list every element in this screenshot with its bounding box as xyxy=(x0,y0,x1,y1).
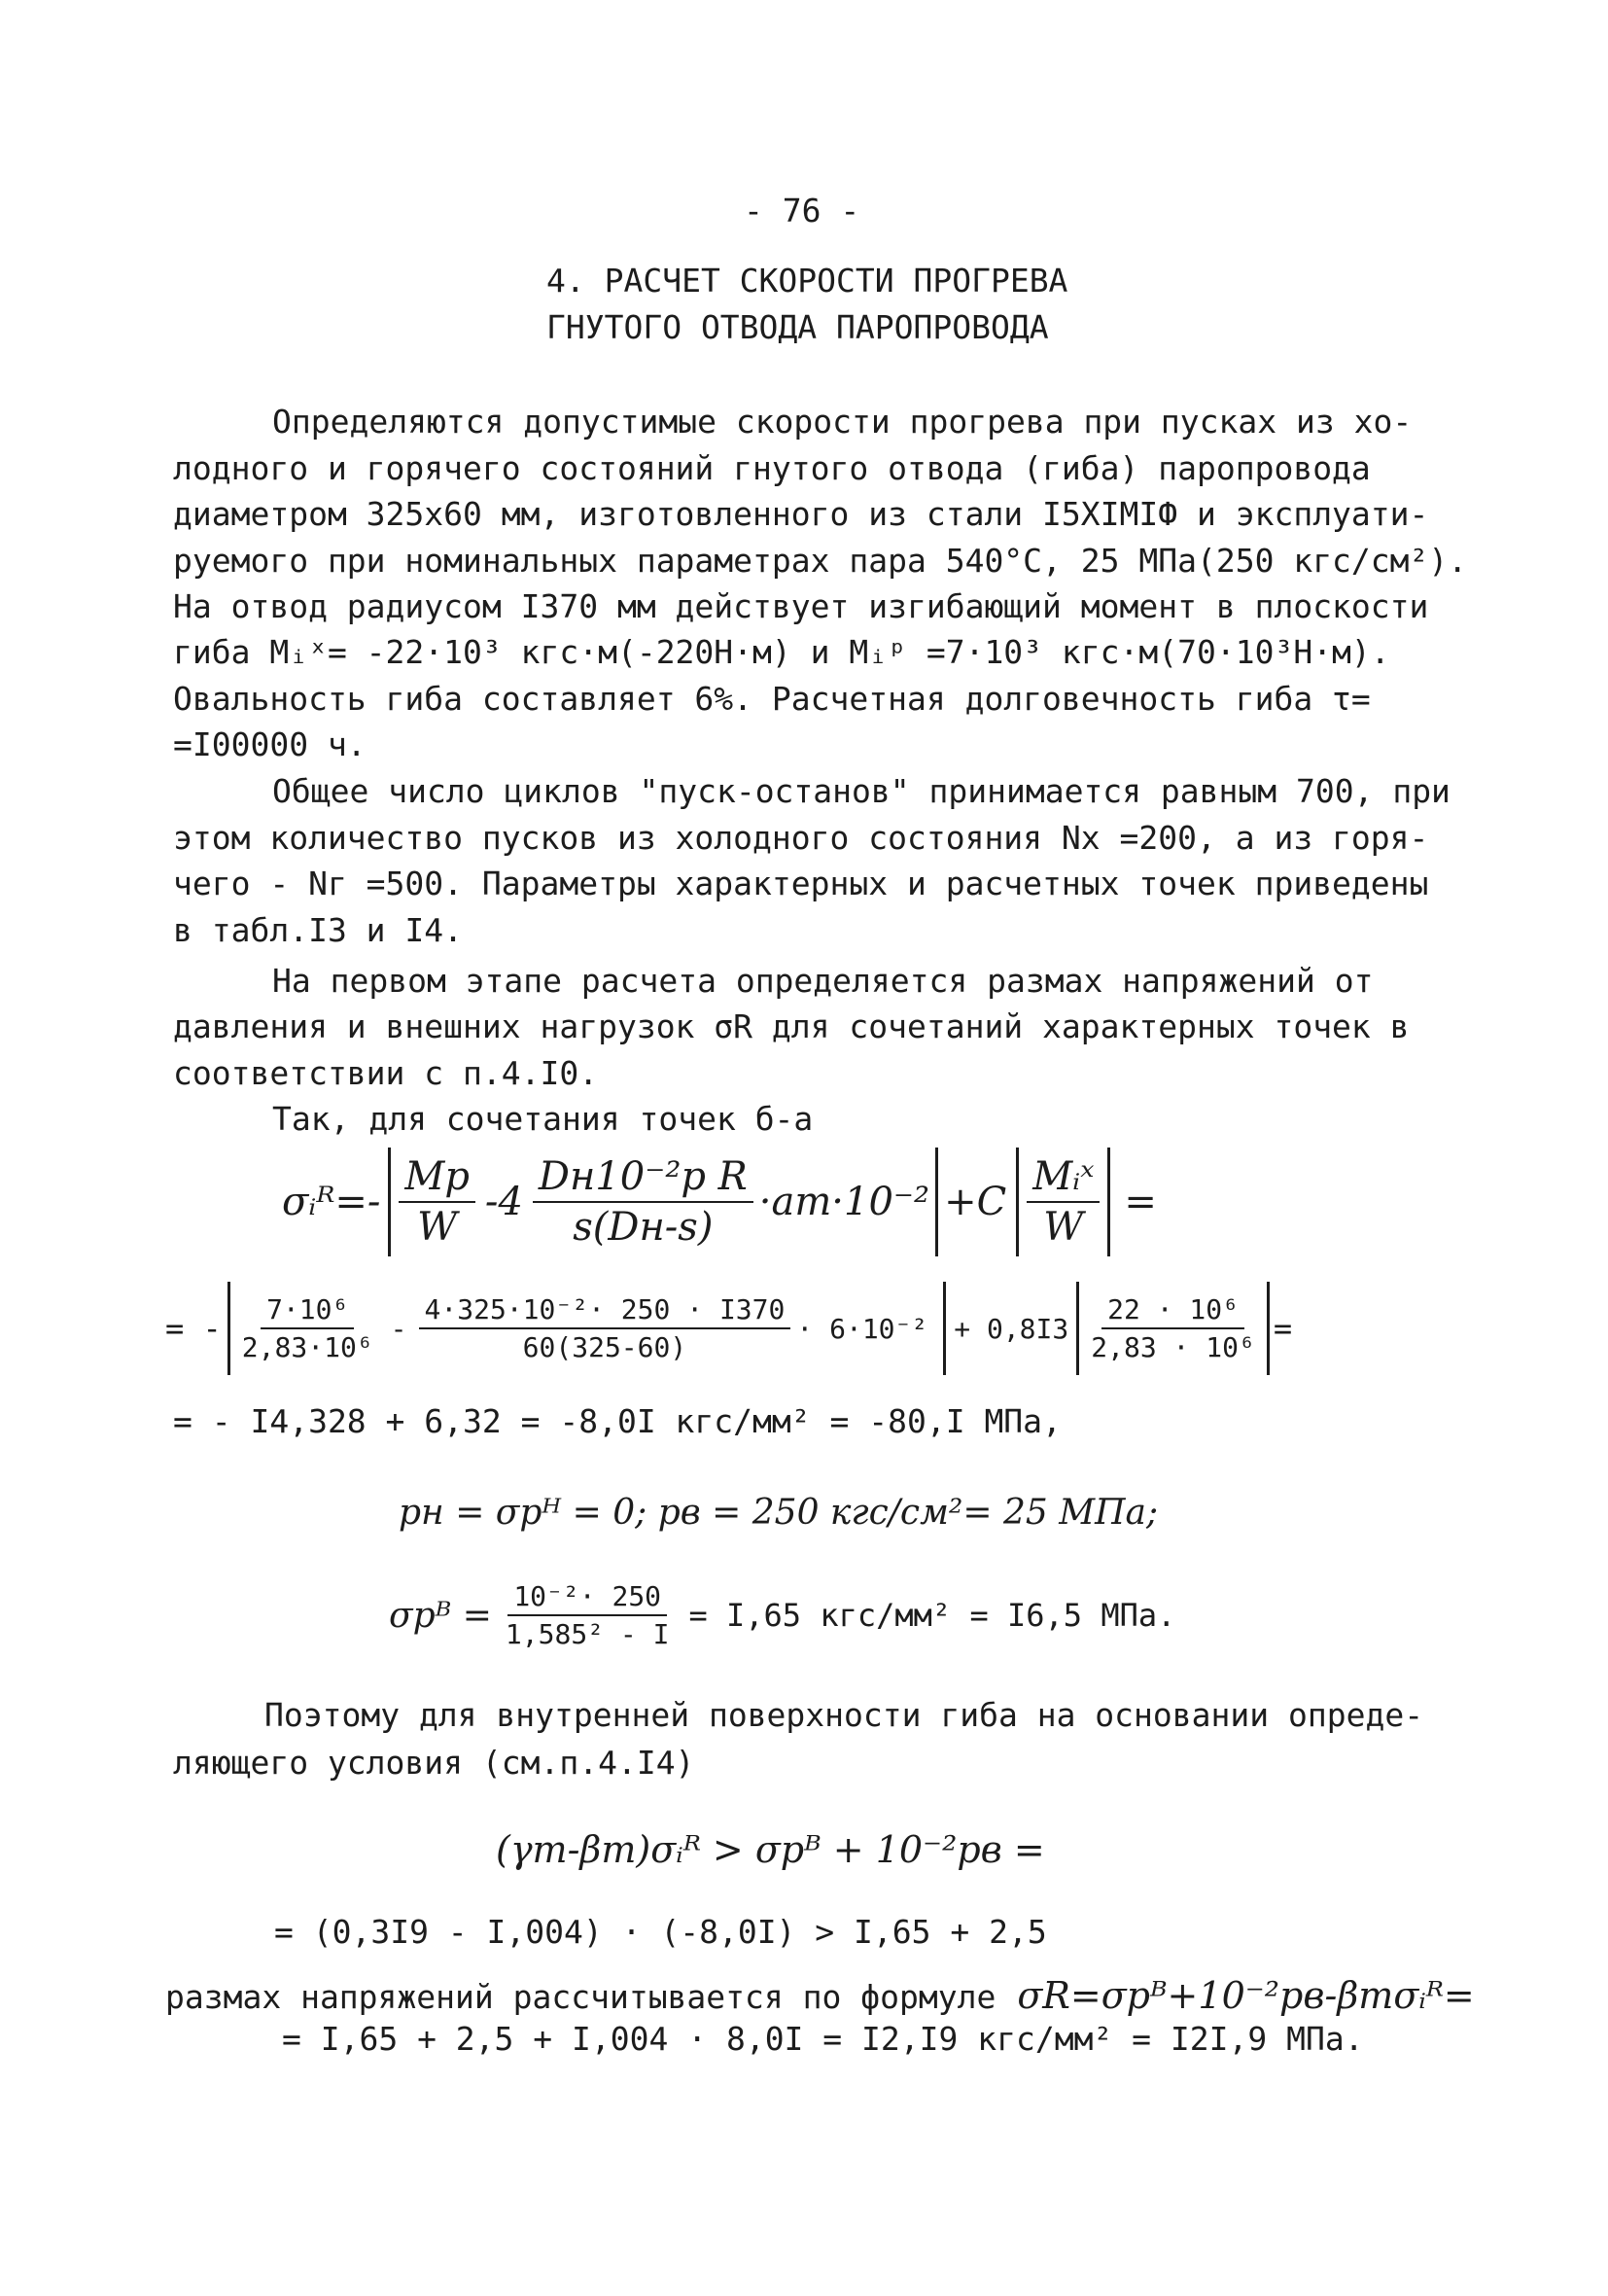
paragraph-6 xyxy=(165,1974,1475,2017)
fraction-mx-w xyxy=(1027,1154,1100,1250)
fraction-denominator: W xyxy=(417,1205,458,1250)
text-line: в табл.I3 и I4. xyxy=(173,911,464,949)
formula-minus-4: -4 xyxy=(484,1180,523,1224)
fraction-mp-w xyxy=(399,1154,475,1250)
page-number: - 76 - xyxy=(744,192,860,230)
fraction-numerator: Mᵢˣ xyxy=(1027,1154,1100,1203)
text-line: На отвод радиусом I370 мм действует изгибающий момент в плоскости xyxy=(173,587,1429,625)
text-line: На первом этапе расчета определяется размах напряжений от xyxy=(272,962,1374,1000)
fraction-pressure xyxy=(419,1293,791,1363)
formula-numeric-substitution xyxy=(165,1282,1292,1375)
formula-lead: = - xyxy=(165,1310,222,1347)
fraction-pressure-term xyxy=(533,1154,753,1250)
condition-values: = (0,3I9 - I,004) · (-8,0I) > I,65 + 2,5 xyxy=(274,1913,1047,1951)
section-heading-line-2: ГНУТОГО ОТВОДА ПАРОПРОВОДА xyxy=(546,308,1049,346)
paragraph-6-formula: σR=σpᴮ+10⁻²pв-βmσᵢᴿ= xyxy=(1017,1974,1475,2017)
result-line-1: = - I4,328 + 6,32 = -8,0I кгс/мм² = -80,I МПа, xyxy=(173,1402,1062,1440)
abs-bar-left-2 xyxy=(1016,1148,1019,1256)
abs-bar-left xyxy=(388,1148,391,1256)
text-line: этом количество пусков из холодного состояния Nx =200, а из горя- xyxy=(173,819,1429,857)
formula-lhs: σᵢᴿ=- xyxy=(282,1180,381,1224)
fraction-numerator: 4·325·10⁻²· 250 · I370 xyxy=(419,1293,791,1329)
fraction-denominator: 2,83·10⁶ xyxy=(241,1331,373,1363)
fraction-denominator: 60(325-60) xyxy=(522,1331,687,1363)
section-heading-line-1: 4. РАСЧЕТ СКОРОСТИ ПРОГРЕВА xyxy=(546,262,1068,300)
condition-formula: (γm-βm)σᵢᴿ > σpᴮ + 10⁻²pв = xyxy=(496,1828,1045,1871)
formula-tail: ·aт·10⁻² xyxy=(758,1180,930,1224)
text-line: чего - Nг =500. Параметры характерных и расчетных точек приведены xyxy=(173,865,1429,902)
fraction-denominator: 1,585² - I xyxy=(505,1618,670,1650)
abs-bar-right-2 xyxy=(1107,1148,1110,1256)
text-line: Поэтому для внутренней поверхности гиба на основании опреде- xyxy=(264,1696,1424,1734)
text-line: давления и внешних нагрузок σR для сочетаний характерных точек в xyxy=(173,1007,1410,1045)
pressure-line: pн = σpᴴ = 0; pв = 250 кгс/см²= 25 МПа; xyxy=(399,1493,1159,1533)
text-line: диаметром 325х60 мм, изготовленного из стали I5XIMIФ и эксплуати- xyxy=(173,495,1429,533)
text-line: руемого при номинальных параметрах пара 540°С, 25 МПа(250 кгс/см²). xyxy=(173,542,1468,580)
text-line: ляющего условия (см.п.4.I4) xyxy=(173,1744,695,1782)
formula-plus-c: +C xyxy=(944,1180,1007,1224)
formula-equals: = xyxy=(1124,1180,1157,1224)
fraction-numerator: 7·10⁶ xyxy=(261,1293,354,1329)
fraction-denominator: s(Dн-s) xyxy=(573,1205,714,1250)
abs-bar-right-2 xyxy=(1267,1282,1270,1375)
text-line: Общее число циклов "пуск-останов" принимается равным 700, при xyxy=(272,772,1451,810)
fraction-numerator: 22 · 10⁶ xyxy=(1101,1293,1244,1329)
text-line: Определяются допустимые скорости прогрева при пусках из хо- xyxy=(272,403,1413,441)
formula-minus: - xyxy=(390,1312,407,1345)
formula-sigma-p xyxy=(389,1580,1175,1650)
formula-equals: = xyxy=(1273,1310,1293,1347)
formula-rhs: = I,65 кгс/мм² = I6,5 МПа. xyxy=(688,1597,1176,1634)
abs-bar-right xyxy=(935,1148,938,1256)
text-line: лодного и горячего состояний гнутого отвода (гиба) паропровода xyxy=(173,449,1371,487)
fraction-denominator: 2,83 · 10⁶ xyxy=(1091,1331,1255,1363)
paragraph-6-text: размах напряжений рассчитывается по формуле xyxy=(165,1978,996,2016)
text-line: Овальность гиба составляет 6%. Расчетная долговечность гиба τ= xyxy=(173,680,1371,718)
text-line: соответствии с п.4.I0. xyxy=(173,1054,599,1092)
paragraph-4: Так, для сочетания точек б-а xyxy=(272,1100,814,1138)
fraction-moment xyxy=(236,1293,379,1363)
formula-lhs: σpᴮ = xyxy=(389,1595,492,1636)
text-line: гиба Mᵢˣ= -22·10³ кгс·м(-220Н·м) и Mᵢᵖ =7·10³ кгс·м(70·10³Н·м). xyxy=(173,633,1390,671)
formula-plus-coefficient: + 0,8I3 xyxy=(954,1312,1069,1345)
fraction-sigma-p xyxy=(500,1580,676,1650)
fraction-numerator: Dн10⁻²p R xyxy=(533,1154,753,1203)
formula-stress-bending xyxy=(282,1148,1157,1256)
abs-bar-right xyxy=(943,1282,946,1375)
formula-multiplier: · 6·10⁻² xyxy=(796,1312,928,1345)
abs-bar-left-2 xyxy=(1076,1282,1079,1375)
fraction-numerator: Mp xyxy=(399,1154,475,1203)
fraction-denominator: W xyxy=(1043,1205,1084,1250)
fraction-numerator: 10⁻²· 250 xyxy=(507,1580,667,1616)
fraction-moment-2 xyxy=(1085,1293,1261,1363)
text-line: =I00000 ч. xyxy=(173,725,367,763)
final-result: = I,65 + 2,5 + I,004 · 8,0I = I2,I9 кгс/мм² = I2I,9 МПа. xyxy=(282,2020,1364,2058)
abs-bar-left xyxy=(227,1282,230,1375)
